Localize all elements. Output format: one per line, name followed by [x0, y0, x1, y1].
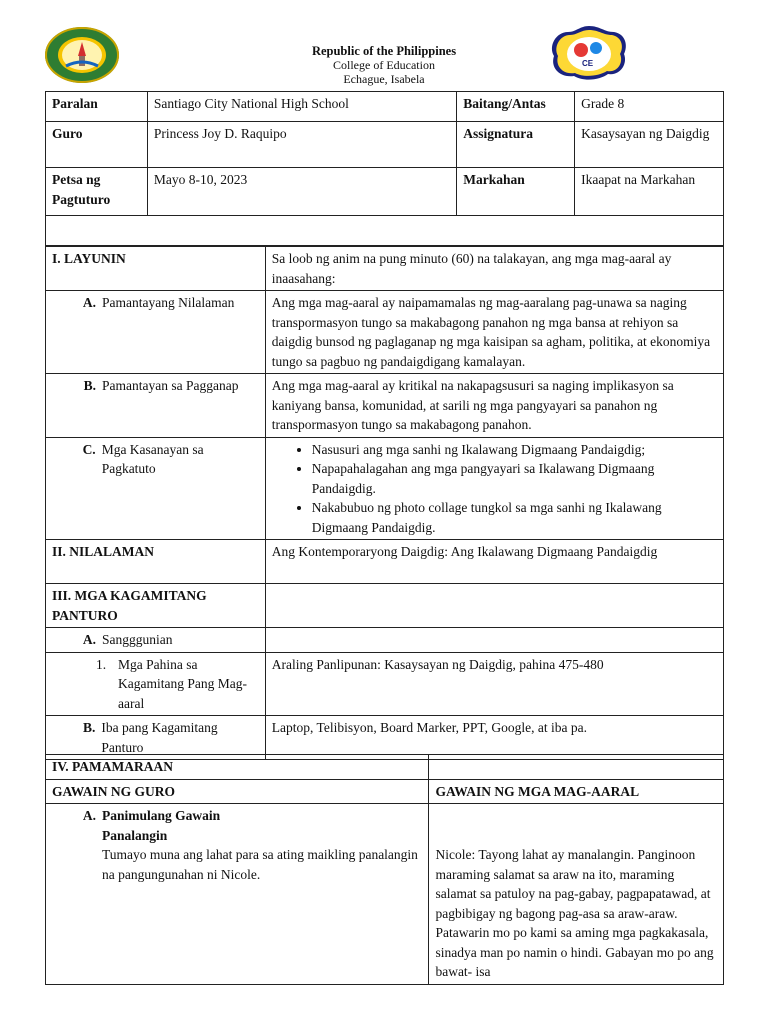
- spacer-row: [46, 216, 724, 246]
- kagamitan-label: III. MGA KAGAMITANG PANTURO: [46, 584, 266, 628]
- header-college: College of Education: [333, 58, 435, 72]
- gawain-guro-header: GAWAIN NG GURO: [46, 779, 429, 804]
- kasanayan-item: • Napapahalagahan ang mga pangyayari sa Ikalawang Digmaang Pandaigdig.: [312, 459, 717, 498]
- pamantayan-pagganap-label: Pamantayan sa Pagganap: [102, 378, 239, 393]
- pahina-text: Araling Panlipunan: Kasaysayan ng Daigdig, pahina 475-480: [265, 652, 723, 716]
- kasanayan-item: • Nakabubuo ng photo collage tungkol sa mga sanhi ng Ikalawang Digmaang Pandaigdig.: [312, 498, 717, 537]
- kasanayan-label: Mga Kasanayan sa Pagkatuto: [101, 441, 204, 476]
- pamantayan-pagganap-row: [46, 374, 266, 438]
- iba-text: Laptop, Telibisyon, Board Marker, PPT, Google, at iba pa.: [265, 716, 723, 760]
- pamamaraan-title-empty: [429, 755, 724, 780]
- lesson-plan-table: [45, 246, 724, 760]
- markahan-value: Ikaapat na Markahan: [575, 168, 724, 216]
- pamantayang-nilalaman-label: Pamantayang Nilalaman: [102, 295, 235, 310]
- sanggunian-empty: [265, 628, 723, 653]
- pamamaraan-title: IV. PAMAMARAAN: [46, 755, 429, 780]
- layunin-label: I. LAYUNIN: [46, 247, 266, 291]
- pahina-row: [46, 652, 266, 716]
- letter-c: C.: [82, 441, 96, 457]
- paralan-label: Paralan: [46, 92, 148, 122]
- assignatura-value: Kasaysayan ng Daigdig: [575, 122, 724, 168]
- panimulang-gawain-label: Panimulang Gawain: [102, 808, 221, 823]
- sanggunian-row: [46, 628, 266, 653]
- baitang-value: Grade 8: [575, 92, 724, 122]
- gawain-mag-aaral-header: GAWAIN NG MGA MAG-AARAL: [429, 779, 724, 804]
- letter-a: A.: [82, 808, 96, 823]
- number-1: 1.: [96, 656, 107, 672]
- assignatura-label: Assignatura: [457, 122, 575, 168]
- letter-a: A.: [82, 632, 96, 647]
- pamamaraan-table: [45, 754, 724, 985]
- letter-a: A.: [82, 295, 96, 310]
- sanggunian-label: Sangggunian: [102, 632, 173, 647]
- mag-aaral-panalangin-text: Nicole: Tayong lahat ay manalangin. Panginoon maraming salamat sa araw na ito, maraming salamat sa patuloy na pag-gabay, pagpapatawad, at pagbibigay ng bagong pag-asa sa araw-araw. Patawarin mo po kami sa aming mga pagkakasala, sinadya man po namin o hindi. Gabayan mo po ang bawat- isa: [435, 847, 714, 979]
- letter-b: B.: [83, 720, 96, 735]
- baitang-label: Baitang/Antas: [457, 92, 575, 122]
- kasanayan-list: [272, 440, 717, 538]
- iba-label: Iba pang Kagamitang Panturo: [101, 720, 218, 755]
- pamantayang-nilalaman-row: [46, 291, 266, 374]
- pamantayang-nilalaman-text: Ang mga mag-aaral ay naipamamalas ng mag-aaralang pag-unawa sa naging transpormasyon tungo sa makabagong panahon ng mga bansa at rehiyon sa daigdig bunsod ng paglaganap ng mga kaisipan sa agham, politika, at ekonomiya tungo sa pagbuo ng pandaigdigang kamalayan.: [265, 291, 723, 374]
- layunin-text: Sa loob ng anim na pung minuto (60) na talakayan, ang mga mag-aaral ay inaasahang:: [265, 247, 723, 291]
- gawain-mag-aaral-cell: [429, 804, 724, 985]
- info-table: [45, 91, 724, 246]
- pahina-label: Mga Pahina sa Kagamitang Pang Mag-aaral: [118, 656, 247, 711]
- header-location: Echague, Isabela: [343, 72, 425, 86]
- kagamitan-empty: [265, 584, 723, 628]
- nilalaman-label: II. NILALAMAN: [46, 540, 266, 584]
- petsa-value: Mayo 8-10, 2023: [147, 168, 456, 216]
- guro-label: Guro: [46, 122, 148, 168]
- guro-panalangin-text: Tumayo muna ang lahat para sa ating maikling panalangin na pangungunahan ni Nicole.: [102, 847, 418, 882]
- pamantayan-pagganap-text: Ang mga mag-aaral ay kritikal na nakapagsusuri sa naging implikasyon sa kaniyang bansa, komunidad, at sarili ng mga pangyayari sa panahon ng transpormasyon tungo sa makabagong panahon.: [265, 374, 723, 438]
- gawain-guro-cell: [46, 804, 429, 985]
- document-header: [0, 44, 768, 86]
- kasanayan-row: [46, 437, 266, 540]
- panalangin-label: Panalangin: [102, 827, 168, 843]
- header-republic: Republic of the Philippines: [311, 44, 457, 58]
- kasanayan-item: • Nasusuri ang mga sanhi ng Ikalawang Digmaang Pandaigdig;: [312, 440, 717, 460]
- paralan-value: Santiago City National High School: [147, 92, 456, 122]
- petsa-label: Petsa ng Pagtuturo: [46, 168, 148, 216]
- kasanayan-list-cell: [265, 437, 723, 540]
- markahan-label: Markahan: [457, 168, 575, 216]
- svg-text:CE: CE: [582, 59, 594, 68]
- nilalaman-text: Ang Kontemporaryong Daigdig: Ang Ikalawang Digmaang Pandaigdig: [265, 540, 723, 584]
- iba-row: [46, 716, 266, 760]
- guro-value: Princess Joy D. Raquipo: [147, 122, 456, 168]
- letter-b: B.: [83, 378, 96, 393]
